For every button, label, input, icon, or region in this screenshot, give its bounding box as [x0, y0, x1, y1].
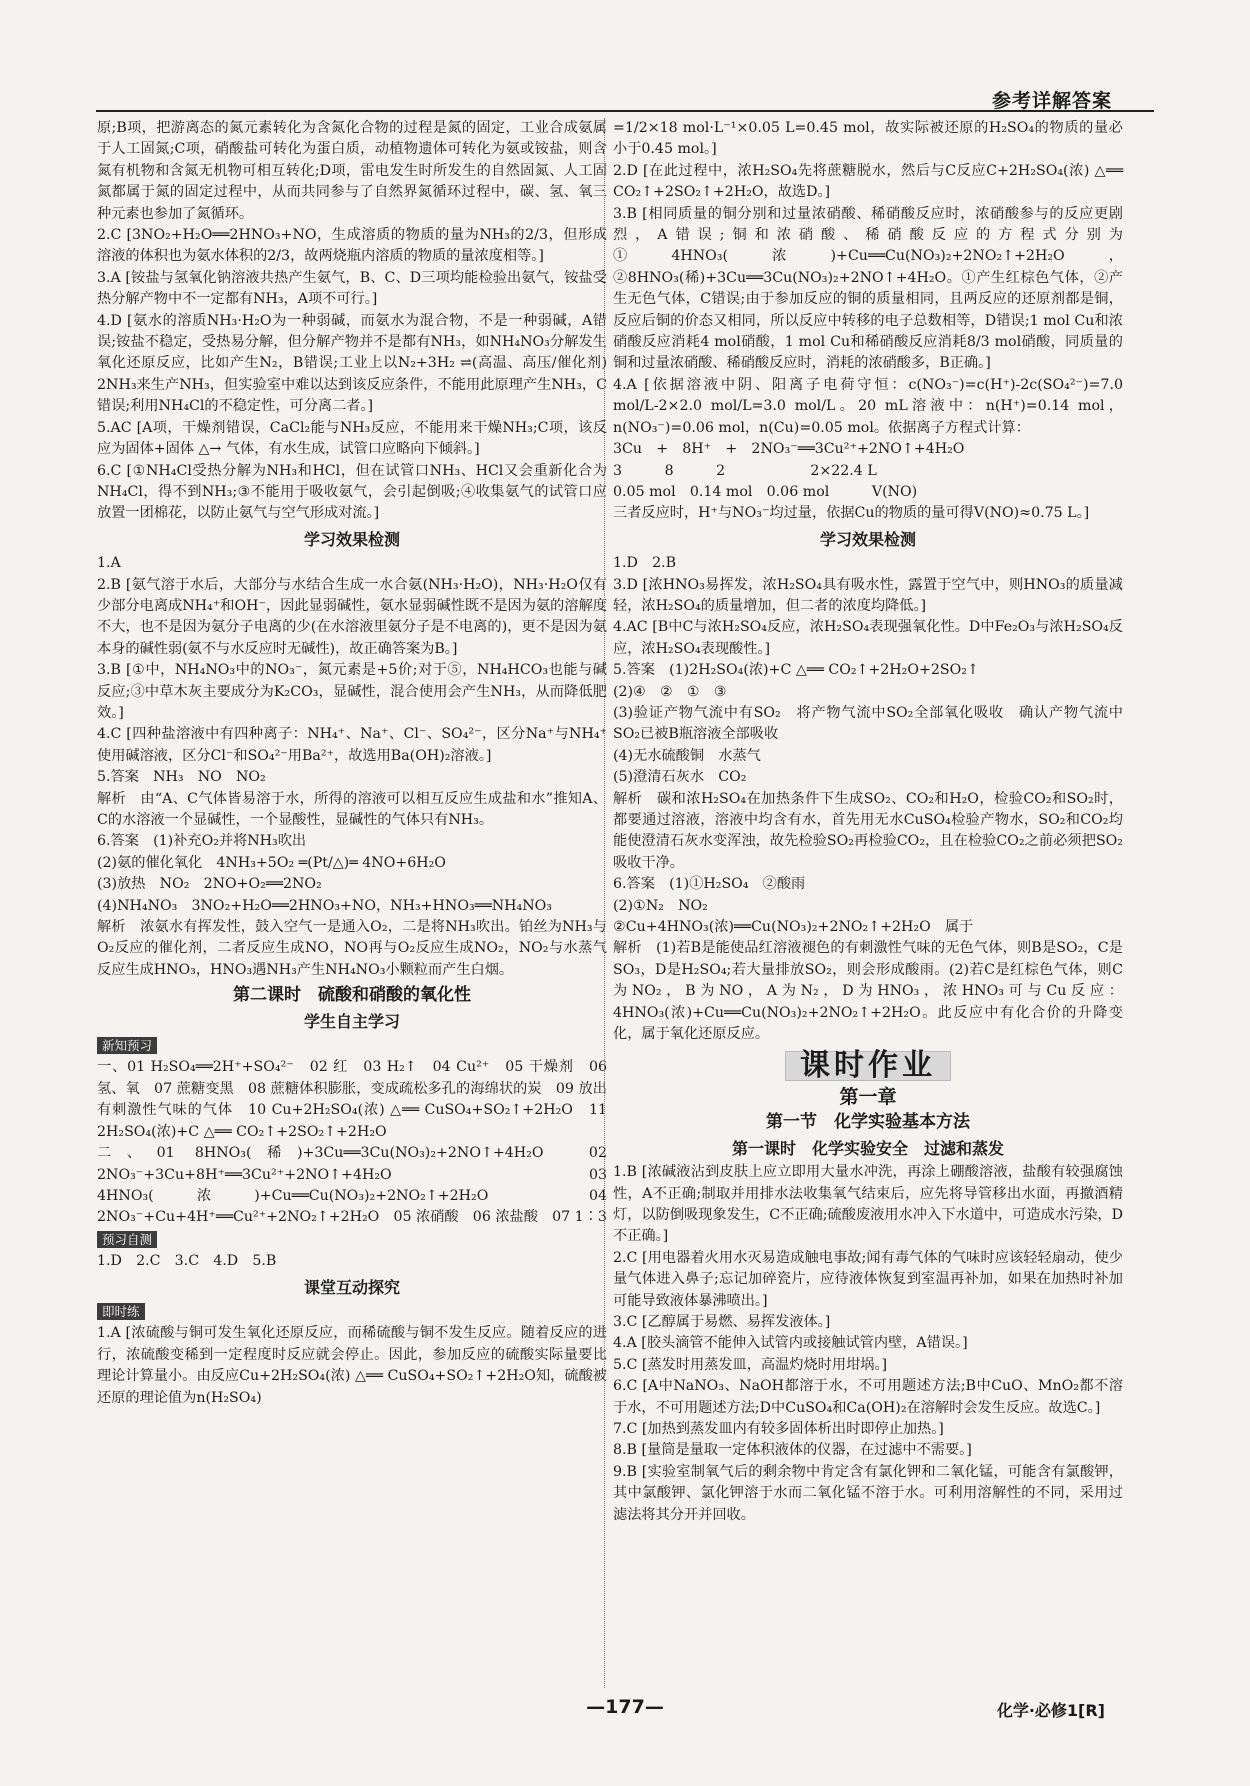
paragraph: 4.AC [B中C与浓H₂SO₄反应，浓H₂SO₄表现强氧化性。D中Fe₂O₃与浓H₂SO₄反应，浓H₂SO₄表现酸性。]	[613, 619, 1123, 657]
section-title: 学生自主学习	[303, 1011, 400, 1031]
paragraph: 6.C [①NH₄Cl受热分解为NH₃和HCl，但在试管口NH₃、HCl又会重新化合为NH₄Cl，得不到NH₃;③不能用于吸收氨气，会引起倒吸;④收集氨气的试管口应放置一团棉花，以防止氨气与空气形成对流。]	[97, 462, 607, 522]
paragraph: 2.C [用电器着火用水灭易造成触电事故;闻有毒气体的气味时应该轻轻扇动，使少量气体进入鼻子;忘记加碎瓷片，应待液体恢复到室温再补加，如果在加热时补加可能导致液体暴沸喷出。]	[613, 1249, 1123, 1309]
paragraph: 1.D 2.C 3.C 4.D 5.B	[97, 1253, 277, 1270]
header-rule	[96, 110, 1154, 112]
paragraph: ②Cu+4HNO₃(浓)══Cu(NO₃)₂+2NO₂↑+2H₂O 属于	[613, 919, 974, 936]
paragraph: 8.B [量筒是量取一定体积液体的仪器，在过滤中不需要。]	[613, 1442, 972, 1459]
section-title: 学习效果检测	[819, 529, 916, 549]
left-block-3	[97, 1057, 607, 1228]
paragraph: 二、01 8HNO₃(稀)+3Cu══3Cu(NO₃)₂+2NO↑+4H₂O 02 2NO₃⁻+3Cu+8H⁺══3Cu²⁺+2NO↑+4H₂O 03 4HNO₃(浓)+Cu══Cu(NO₃)₂+2NO₂↑+2H₂O 04 2NO₃⁻+Cu+4H⁺══Cu²⁺+2NO₂↑+2H₂O 05 浓硝酸 06 浓盐酸 07 1∶3	[97, 1145, 607, 1226]
paragraph: (3)验证产物气流中有SO₂ 将产物气流中SO₂全部氧化吸收 确认产物气流中SO₂已被B瓶溶液全部吸收	[613, 704, 1123, 743]
paragraph: 3.B [①中，NH₄NO₃中的NO₃⁻，氮元素是+5价;对于⑤，NH₄HCO₃也能与碱反应;③中草木灰主要成分为K₂CO₃，显碱性，混合使用会产生NH₃，从而降低肥效。]	[97, 662, 607, 721]
paragraph: (2)④ ② ① ③	[613, 683, 727, 700]
paragraph: (4)NH₄NO₃ 3NO₂+H₂O══2HNO₃+NO，NH₃+HNO₃══NH₄NO₃	[97, 897, 552, 914]
section-banner: 课时作业	[785, 1051, 951, 1080]
paragraph: (3)放热 NO₂ 2NO+O₂══2NO₂	[97, 876, 322, 893]
paragraph: 3.C [乙醇属于易燃、易挥发液体。]	[613, 1313, 831, 1330]
paragraph: 解析 (1)若B是能使品红溶液褪色的有刺激性气味的无色气体，则B是SO₂，C是SO₃，D是H₂SO₄;若大量排放SO₂，则会形成酸雨。(2)若C是红棕色气体，则C为NO₂，B为NO，A为N₂，D为HNO₃，浓HNO₃可与Cu反应：4HNO₃(浓)+Cu══Cu(NO₃)₂+2NO₂↑+2H₂O。此反应中有化合价的升降变化，属于氧化还原反应。	[613, 940, 1123, 1043]
page-header: 参考详解答案	[991, 90, 1112, 112]
lesson-title: 第二课时 硫酸和硝酸的氧化性	[233, 985, 471, 1006]
paragraph: 5.C [蒸发时用蒸发皿，高温灼烧时用坩埚。]	[613, 1356, 888, 1373]
paragraph: 9.B [实验室制氧气后的剩余物中肯定含有氯化钾和二氧化锰，可能含有氯酸钾，其中氯酸钾、氯化钾溶于水而二氧化锰不溶于水。可利用溶解性的不同，采用过滤法将其分开并回收。	[613, 1463, 1123, 1523]
lesson-title: 第一课时 化学实验安全 过滤和蒸发	[731, 1138, 1004, 1158]
tag-badge: 即时练	[97, 1303, 145, 1320]
paragraph: 3.B [相同质量的铜分别和过量浓硝酸、稀硝酸反应时，浓硝酸参与的反应更剧烈，A错误;铜和浓硝酸、稀硝酸反应的方程式分别为①4HNO₃(浓)+Cu══Cu(NO₃)₂+2NO₂↑+2H₂O，②8HNO₃(稀)+3Cu══3Cu(NO₃)₂+2NO↑+4H₂O。①产生红棕色气体，②产生无色气体，C错误;由于参加反应的铜的质量相同，且两反应的还原剂都是铜，反应后铜的价态又相同，所以反应中转移的电子总数相等，D错误;1 mol Cu和浓硝酸反应消耗4 mol硝酸，1 mol Cu和稀硝酸反应消耗8/3 mol硝酸，同质量的铜和过量浓硝酸、稀硝酸反应时，消耗的浓硝酸多，B正确。]	[613, 205, 1123, 372]
paragraph: =1/2×18 mol·L⁻¹×0.05 L=0.45 mol，故实际被还原的H₂SO₄的物质的量必小于0.45 mol。]	[613, 120, 1123, 158]
column-divider	[604, 118, 605, 1688]
paragraph: 0.05 mol 0.14 mol 0.06 mol V(NO)	[613, 483, 918, 500]
paragraph: 5.答案 NH₃ NO NO₂	[97, 769, 266, 786]
paragraph: 4.D [氨水的溶质NH₃·H₂O为一种弱碱，而氨水为混合物，不是一种弱碱，A错误;铵盐不稳定，受热易分解，但分解产物并不是都有NH₃，如NH₄NO₃分解发生氧化还原反应，比如产生N₂，B错误;工业上以N₂+3H₂ ⇌(高温、高压/催化剂) 2NH₃来生产NH₃，但实验室中难以达到该反应条件，不能用此原理产生NH₃，C错误;利用NH₄Cl的不稳定性，可分离二者。]	[97, 312, 607, 415]
right-block-3	[613, 1162, 1123, 1526]
right-block-2	[613, 553, 1123, 1045]
section-heading: 第一节 化学实验基本方法	[766, 1112, 970, 1133]
paragraph: (2)①N₂ NO₂	[613, 897, 708, 914]
paragraph: 3.D [浓HNO₃易挥发，浓H₂SO₄具有吸水性，露置于空气中，则HNO₃的质量减轻，浓H₂SO₄的质量增加，但二者的浓度均降低。]	[613, 576, 1123, 614]
paragraph: 1.B [浓碱液沾到皮肤上应立即用大量水冲洗，再涂上硼酸溶液，盐酸有较强腐蚀性，A不正确;制取并用排水法收集氧气结束后，应先将导管移出水面，再撤酒精灯，以防倒吸现象发生，C不正确;硫酸废液用水冲入下水道中，可造成水污染，D不正确。]	[613, 1164, 1123, 1245]
chapter-title: 第一章	[839, 1085, 897, 1108]
paragraph: 1.D 2.B	[613, 555, 677, 572]
right-column	[613, 118, 1123, 1526]
paragraph: 1.A	[97, 555, 121, 572]
paragraph: 一、01 H₂SO₄══2H⁺+SO₄²⁻ 02 红 03 H₂↑ 04 Cu²⁺ 05 干燥剂 06 氢、氧 07 蔗糖变黑 08 蔗糖体积膨胀，变成疏松多孔的海绵状的炭 09 放出有刺激性气味的气体 10 Cu+2H₂SO₄(浓) △══ CuSO₄+SO₂↑+2H₂O 11 2H₂SO₄(浓)+C △══ CO₂↑+2SO₂↑+2H₂O	[97, 1059, 607, 1140]
paragraph: 5.答案 (1)2H₂SO₄(浓)+C △══ CO₂↑+2H₂O+2SO₂↑	[613, 662, 979, 679]
paragraph: 2.B [氨气溶于水后，大部分与水结合生成一水合氨(NH₃·H₂O)，NH₃·H₂O仅有少部分电离成NH₄⁺和OH⁻，因此显弱碱性，氨水显弱碱性既不是因为氨的溶解度不大，也不是因为氨分子电离的少(在水溶液里氨分子是不电离的)，更不是因为氨本身的碱性弱(氨不与水反应时无碱性)，故正确答案为B。]	[97, 576, 607, 657]
subject-label: 化学·必修1[R]	[996, 1701, 1105, 1720]
paragraph: 6.答案 (1)①H₂SO₄ ②酸雨	[613, 876, 806, 893]
paragraph: 2.C [3NO₂+H₂O══2HNO₃+NO，生成溶质的物质的量为NH₃的2/3，但形成溶液的体积也为氨水体积的2/3，故两烧瓶内溶质的物质的量浓度相等。]	[97, 227, 607, 265]
left-block-2	[97, 553, 607, 981]
left-column	[97, 118, 607, 1409]
left-block-1	[97, 118, 607, 525]
paragraph: 解析 碳和浓H₂SO₄在加热条件下生成SO₂、CO₂和H₂O，检验CO₂和SO₂时，都要通过溶液，溶液中均含有水，首先用无水CuSO₄检验产物水，SO₂和CO₂均能使澄清石灰水变浑浊，故先检验SO₂再检验CO₂，且在检验CO₂之前必须把SO₂吸收干净。	[613, 790, 1123, 871]
section-title: 学习效果检测	[303, 529, 400, 549]
paragraph: 2.D [在此过程中，浓H₂SO₄先将蔗糖脱水，然后与C反应C+2H₂SO₄(浓) △══ CO₂↑+2SO₂↑+2H₂O，故选D。]	[613, 162, 1123, 201]
paragraph: 原;B项，把游离态的氮元素转化为含氮化合物的过程是氮的固定，工业合成氨属于人工固氮;C项，硝酸盐可转化为蛋白质，动植物遗体可转化为氨或铵盐，则含氮有机物和含氮无机物可相互转化;D项，雷电发生时所发生的自然固氮、人工固氮都属于氮的固定过程中，从而共同参与了自然界氮循环过程中，碳、氢、氧三种元素也参加了氮循环。	[97, 120, 607, 222]
paragraph: 解析 浓氨水有挥发性，鼓入空气一是通入O₂，二是将NH₃吹出。铂丝为NH₃与O₂反应的催化剂，二者反应生成NO，NO再与O₂反应生成NO₂，NO₂与水蒸气反应生成HNO₃，HNO₃遇NH₃产生NH₄NO₃小颗粒而产生白烟。	[97, 919, 607, 978]
paragraph: (5)澄清石灰水 CO₂	[613, 769, 747, 786]
right-block-1	[613, 118, 1123, 525]
paragraph: (4)无水硫酸铜 水蒸气	[613, 747, 761, 764]
tag-badge: 预习自测	[97, 1231, 157, 1248]
paragraph: 4.C [四种盐溶液中有四种离子：NH₄⁺、Na⁺、Cl⁻、SO₄²⁻，区分Na⁺与NH₄⁺使用碱溶液，区分Cl⁻和SO₄²⁻用Ba²⁺，故选用Ba(OH)₂溶液。]	[97, 726, 607, 764]
paragraph: 3Cu + 8H⁺ + 2NO₃⁻══3Cu²⁺+2NO↑+4H₂O	[613, 441, 965, 458]
tag-badge: 新知预习	[97, 1037, 157, 1054]
paragraph: 3 8 2 2×22.4 L	[613, 462, 877, 479]
paragraph: 4.A [胶头滴管不能伸入试管内或接触试管内壁，A错误。]	[613, 1335, 968, 1352]
paragraph: 7.C [加热到蒸发皿内有较多固体析出时即停止加热。]	[613, 1420, 944, 1437]
paragraph: 5.AC [A项，干燥剂错误，CaCl₂能与NH₃反应，不能用来干燥NH₃;C项，该反应为固体+固体 △→ 气体，有水生成，试管口应略向下倾斜。]	[97, 419, 607, 458]
paragraph: 解析 由“A、C气体皆易溶于水，所得的溶液可以相互反应生成盐和水”推知A、C的水溶液一个显碱性，一个显酸性，显碱性的气体只有NH₃。	[97, 790, 607, 828]
section-title: 课堂互动探究	[303, 1277, 400, 1297]
paragraph: 3.A [铵盐与氢氧化钠溶液共热产生氨气，B、C、D三项均能检验出氨气，铵盐受热分解产物中不一定都有NH₃，A项不可行。]	[97, 269, 607, 308]
paragraph: 三者反应时，H⁺与NO₃⁻均过量，依据Cu的物质的量可得V(NO)≈0.75 L。]	[613, 505, 1090, 522]
paragraph: 4.A [依据溶液中阴、阳离子电荷守恒：c(NO₃⁻)=c(H⁺)-2c(SO₄²⁻)=7.0 mol/L-2×2.0 mol/L=3.0 mol/L。20 mL溶液中：n(H⁺)=0.14 mol，n(NO₃⁻)=0.06 mol，n(Cu)=0.05 mol。依据离子方程式计算：	[613, 376, 1123, 436]
left-block-5	[97, 1323, 607, 1409]
paragraph: 6.C [A中NaNO₃、NaOH都溶于水，不可用题述方法;B中CuO、MnO₂都不溶于水，不可用题述方法;D中CuSO₄和Ca(OH)₂在溶解时会发生反应。故选C。]	[613, 1378, 1123, 1416]
paragraph: 6.答案 (1)补充O₂并将NH₃吹出	[97, 833, 307, 850]
paragraph: (2)氨的催化氧化 4NH₃+5O₂ ═(Pt/△)═ 4NO+6H₂O	[97, 854, 446, 871]
page-number: —177—	[586, 1696, 664, 1718]
left-block-4	[97, 1251, 607, 1272]
paragraph: 1.A [浓硫酸与铜可发生氧化还原反应，而稀硫酸与铜不发生反应。随着反应的进行，浓硫酸变稀到一定程度时反应就会停止。因此，参加反应的硫酸实际量要比理论计算量小。由反应Cu+2H₂SO₄(浓) △══ CuSO₄+SO₂↑+2H₂O知，硫酸被还原的理论值为n(H₂SO₄)	[97, 1325, 607, 1406]
